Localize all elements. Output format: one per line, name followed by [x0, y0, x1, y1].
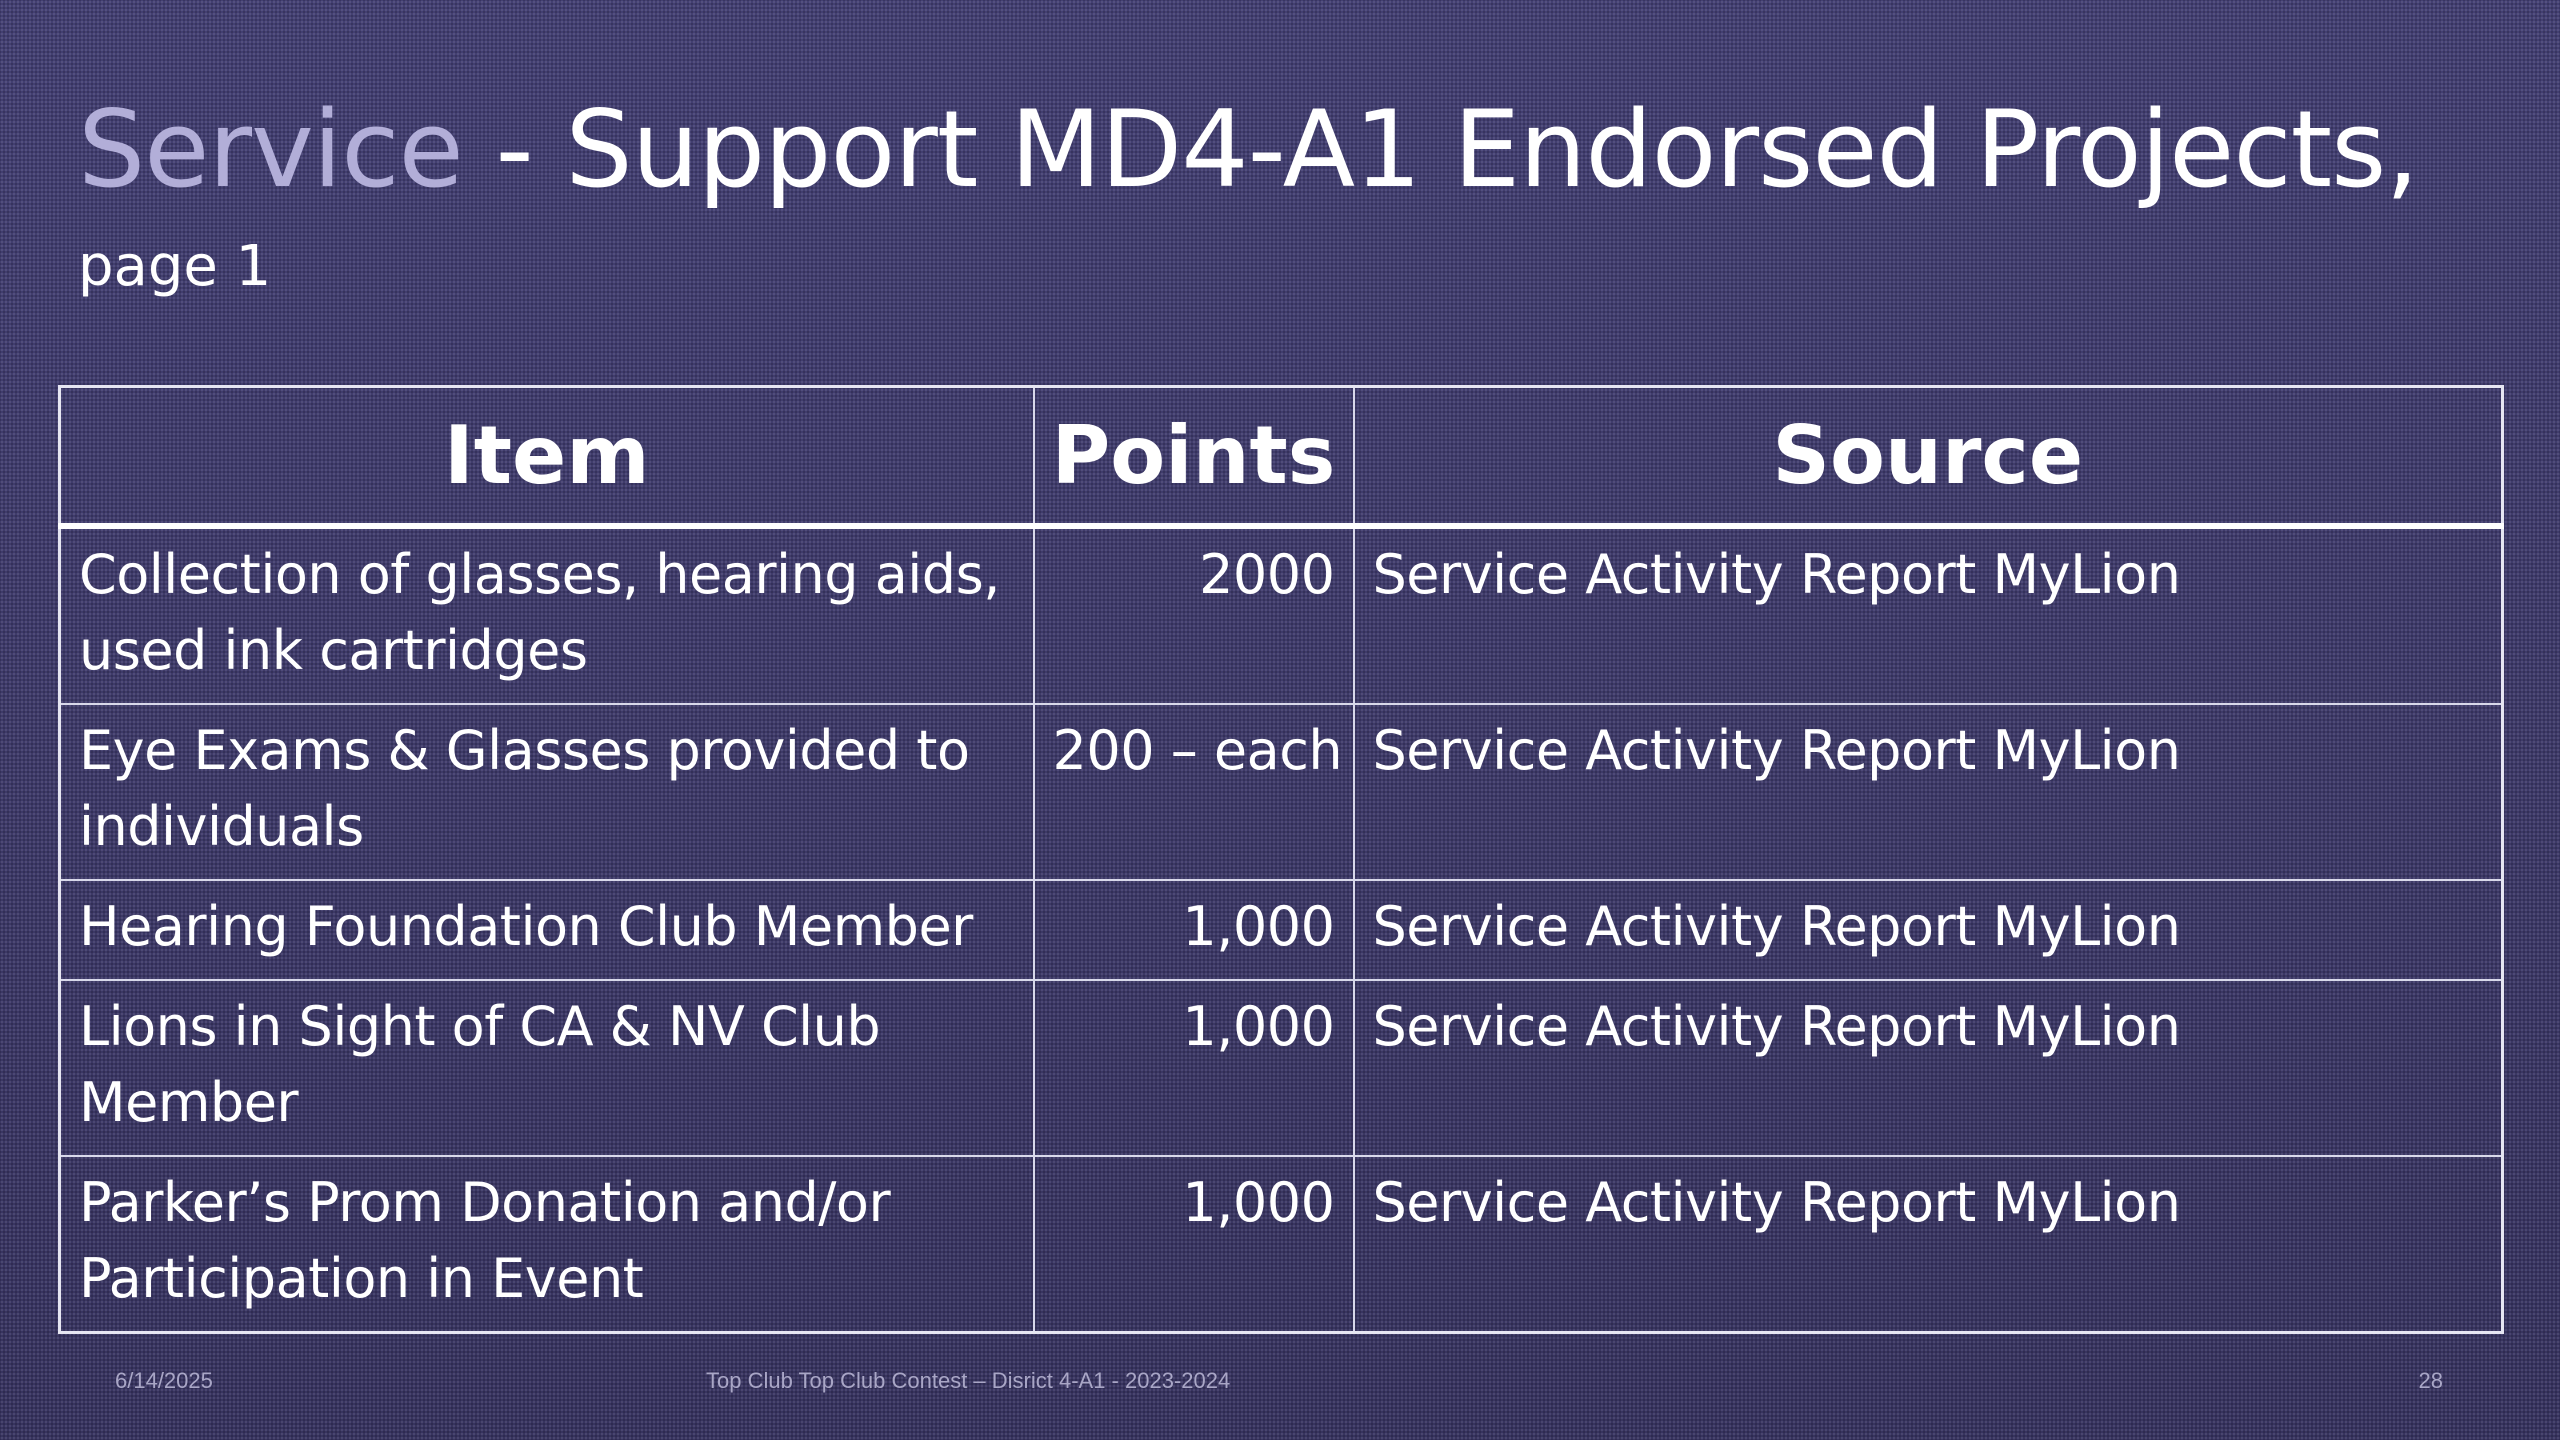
source-cell: Service Activity Report MyLion [1354, 1156, 2503, 1333]
source-cell: Service Activity Report MyLion [1354, 526, 2503, 704]
table-row [60, 980, 2503, 1156]
slide-title [78, 90, 2418, 210]
points-cell: 1,000 [1034, 1156, 1354, 1333]
slide-number: 28 [2418, 1368, 2443, 1393]
footer-title: Top Club Top Club Contest – Disrict 4-A1 - 2023-2024 [706, 1368, 1231, 1393]
header-item: Item [60, 387, 1034, 527]
title-accent: Service [78, 88, 463, 211]
title-rest: - Support MD4-A1 Endorsed Projects, [462, 88, 2419, 211]
points-cell: 1,000 [1034, 980, 1354, 1156]
points-cell: 1,000 [1034, 880, 1354, 980]
item-cell: Eye Exams & Glasses provided to individuals [60, 704, 1034, 880]
table-row [60, 704, 2503, 880]
table-row [60, 526, 2503, 704]
header-source: Source [1354, 387, 2503, 527]
header-points: Points [1034, 387, 1354, 527]
table-row [60, 1156, 2503, 1333]
table-row [60, 880, 2503, 980]
table-header-row [60, 387, 2503, 527]
footer-date: 6/14/2025 [115, 1368, 213, 1393]
slide-subtitle: page 1 [78, 234, 272, 299]
source-cell: Service Activity Report MyLion [1354, 880, 2503, 980]
item-cell: Parker’s Prom Donation and/or Participation in Event [60, 1156, 1034, 1333]
source-cell: Service Activity Report MyLion [1354, 980, 2503, 1156]
points-cell: 2000 [1034, 526, 1354, 704]
endorsed-projects-table [58, 385, 2504, 1334]
source-cell: Service Activity Report MyLion [1354, 704, 2503, 880]
item-cell: Collection of glasses, hearing aids, used ink cartridges [60, 526, 1034, 704]
item-cell: Lions in Sight of CA & NV Club Member [60, 980, 1034, 1156]
item-cell: Hearing Foundation Club Member [60, 880, 1034, 980]
points-cell: 200 – each [1034, 704, 1354, 880]
